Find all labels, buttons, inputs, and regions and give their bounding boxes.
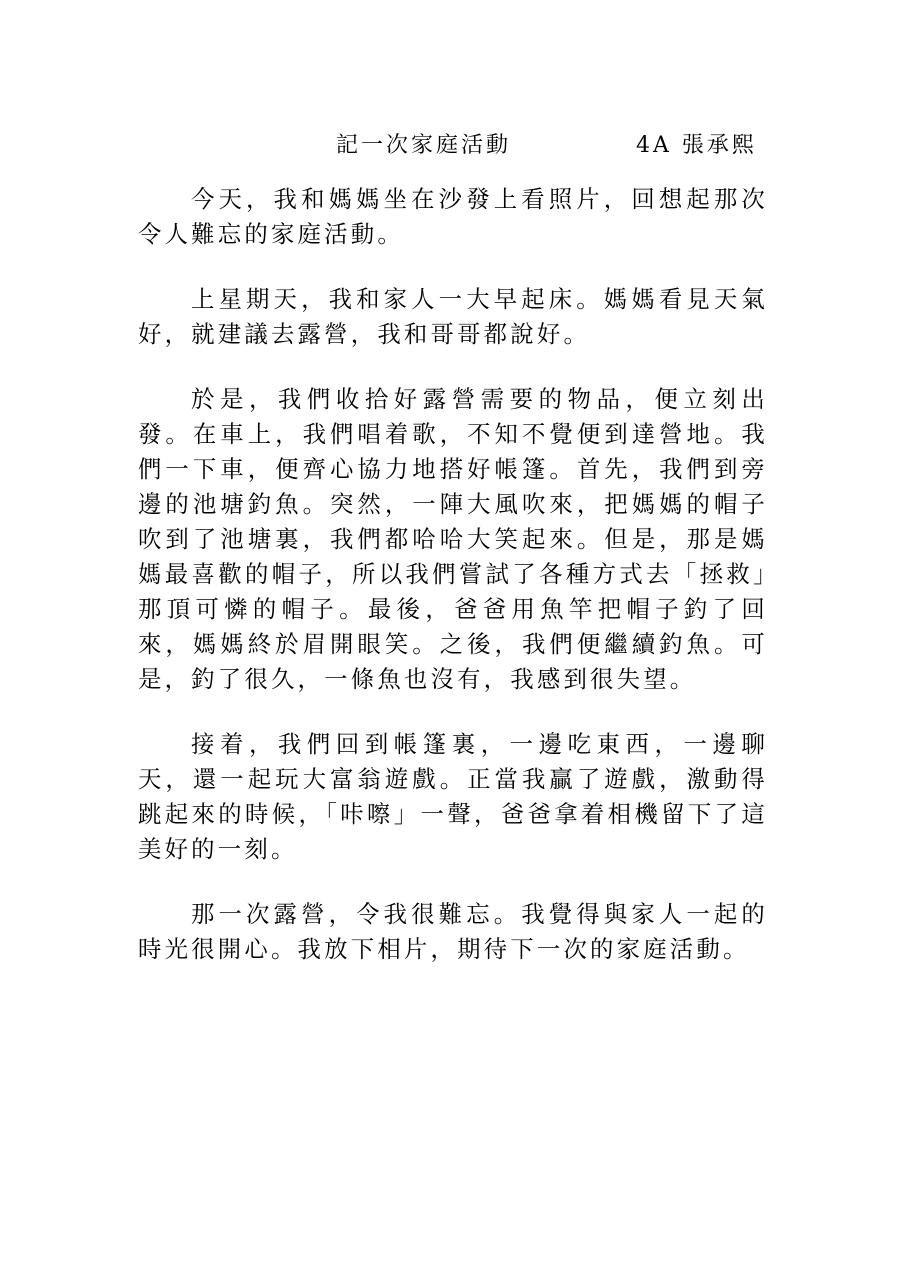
author-label: 4A 張承熙 (636, 133, 757, 158)
essay-title: 記一次家庭活動 (336, 133, 512, 158)
paragraph-5: 那一次露營，令我很難忘。我覺得與家人一起的時光很開心。我放下相片，期待下一次的家庭活動。 (138, 900, 768, 963)
paragraph-4: 接着，我們回到帳篷裏，一邊吃東西，一邊聊天，還一起玩大富翁遊戲。正當我贏了遊戲，激動得跳起來的時候，「咔嚓」一聲，爸爸拿着相機留下了這美好的一刻。 (138, 730, 768, 863)
title-row (0, 128, 905, 168)
essay-body (138, 182, 768, 997)
paragraph-2: 上星期天，我和家人一大早起床。媽媽看見天氣好，就建議去露營，我和哥哥都說好。 (138, 285, 768, 348)
paragraph-1: 今天，我和媽媽坐在沙發上看照片，回想起那次令人難忘的家庭活動。 (138, 185, 768, 248)
paragraph-3: 於是，我們收拾好露營需要的物品，便立刻出發。在車上，我們唱着歌，不知不覺便到達營地。我們一下車，便齊心協力地搭好帳篷。首先，我們到旁邊的池塘釣魚。突然，一陣大風吹來，把媽媽的帽子吹到了池塘裏，我們都哈哈大笑起來。但是，那是媽媽最喜歡的帽子，所以我們嘗試了各種方式去「拯救」那頂可憐的帽子。最後，爸爸用魚竿把帽子釣了回來，媽媽終於眉開眼笑。之後，我們便繼續釣魚。可是，釣了很久，一條魚也沒有，我感到很失望。 (138, 385, 768, 693)
